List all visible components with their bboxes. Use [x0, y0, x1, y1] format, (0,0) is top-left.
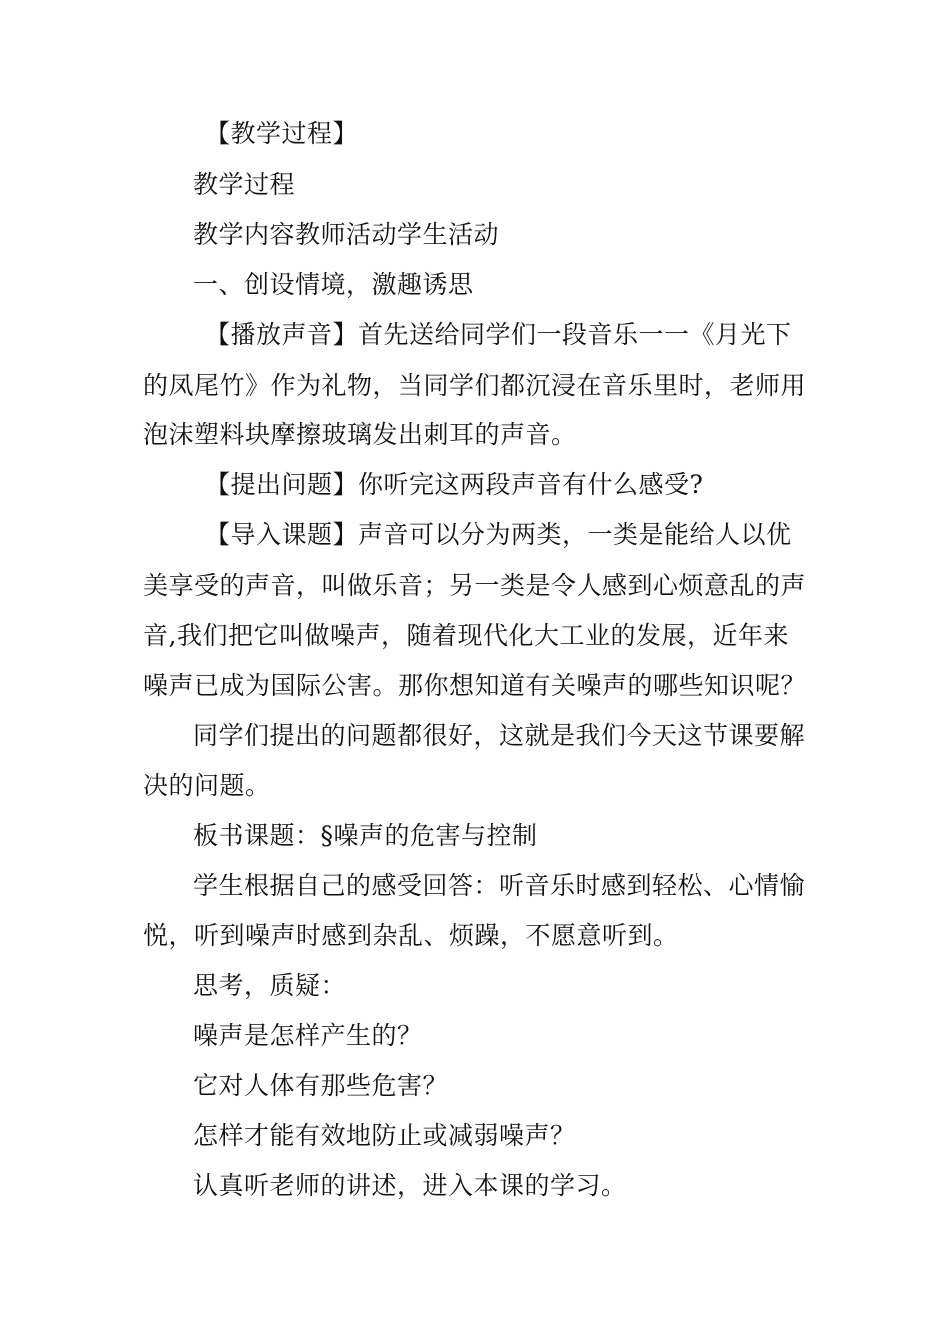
paragraph-line: 怎样才能有效地防止或减弱噪声？: [193, 1121, 576, 1150]
paragraph-line: 学生根据自己的感受回答：听音乐时感到轻松、心情愉: [193, 871, 806, 900]
paragraph-line: 【播放声音】首先送给同学们一段音乐一一《月光下: [205, 320, 792, 349]
section-heading: 【教学过程】: [205, 119, 359, 148]
paragraph-line: 【提出问题】你听完这两段声音有什么感受?: [205, 470, 704, 499]
paragraph-line: 它对人体有那些危害？: [193, 1071, 449, 1100]
paragraph-line: 教学过程: [193, 170, 296, 199]
paragraph-line: 【导入课题】声音可以分为两类，一类是能给人以优: [205, 520, 792, 549]
paragraph-line: 悦，听到噪声时感到杂乱、烦躁，不愿意听到。: [143, 921, 679, 950]
paragraph-line: 美享受的声音，叫做乐音；另一类是令人感到心烦意乱的声: [143, 571, 807, 600]
paragraph-line: 泡沫塑料块摩擦玻璃发出刺耳的声音。: [143, 420, 577, 449]
paragraph-line: 音,我们把它叫做噪声，随着现代化大工业的发展，近年来: [143, 621, 789, 650]
paragraph-line: 决的问题。: [143, 771, 271, 800]
paragraph-line: 同学们提出的问题都很好，这就是我们今天这节课要解: [193, 721, 806, 750]
paragraph-line: 噪声是怎样产生的？: [193, 1021, 423, 1050]
paragraph-line: 的凤尾竹》作为礼物，当同学们都沉浸在音乐里时，老师用: [143, 371, 807, 400]
paragraph-line: 教学内容教师活动学生活动: [193, 220, 500, 249]
paragraph-line: 板书课题：§噪声的危害与控制: [193, 821, 538, 850]
paragraph-line: 噪声已成为国际公害。那你想知道有关噪声的哪些知识呢？: [143, 671, 807, 700]
paragraph-line: 思考，质疑：: [193, 971, 347, 1000]
paragraph-line: 认真听老师的讲述，进入本课的学习。: [193, 1171, 627, 1200]
paragraph-line: 一、创设情境，激趣诱思: [193, 270, 474, 299]
